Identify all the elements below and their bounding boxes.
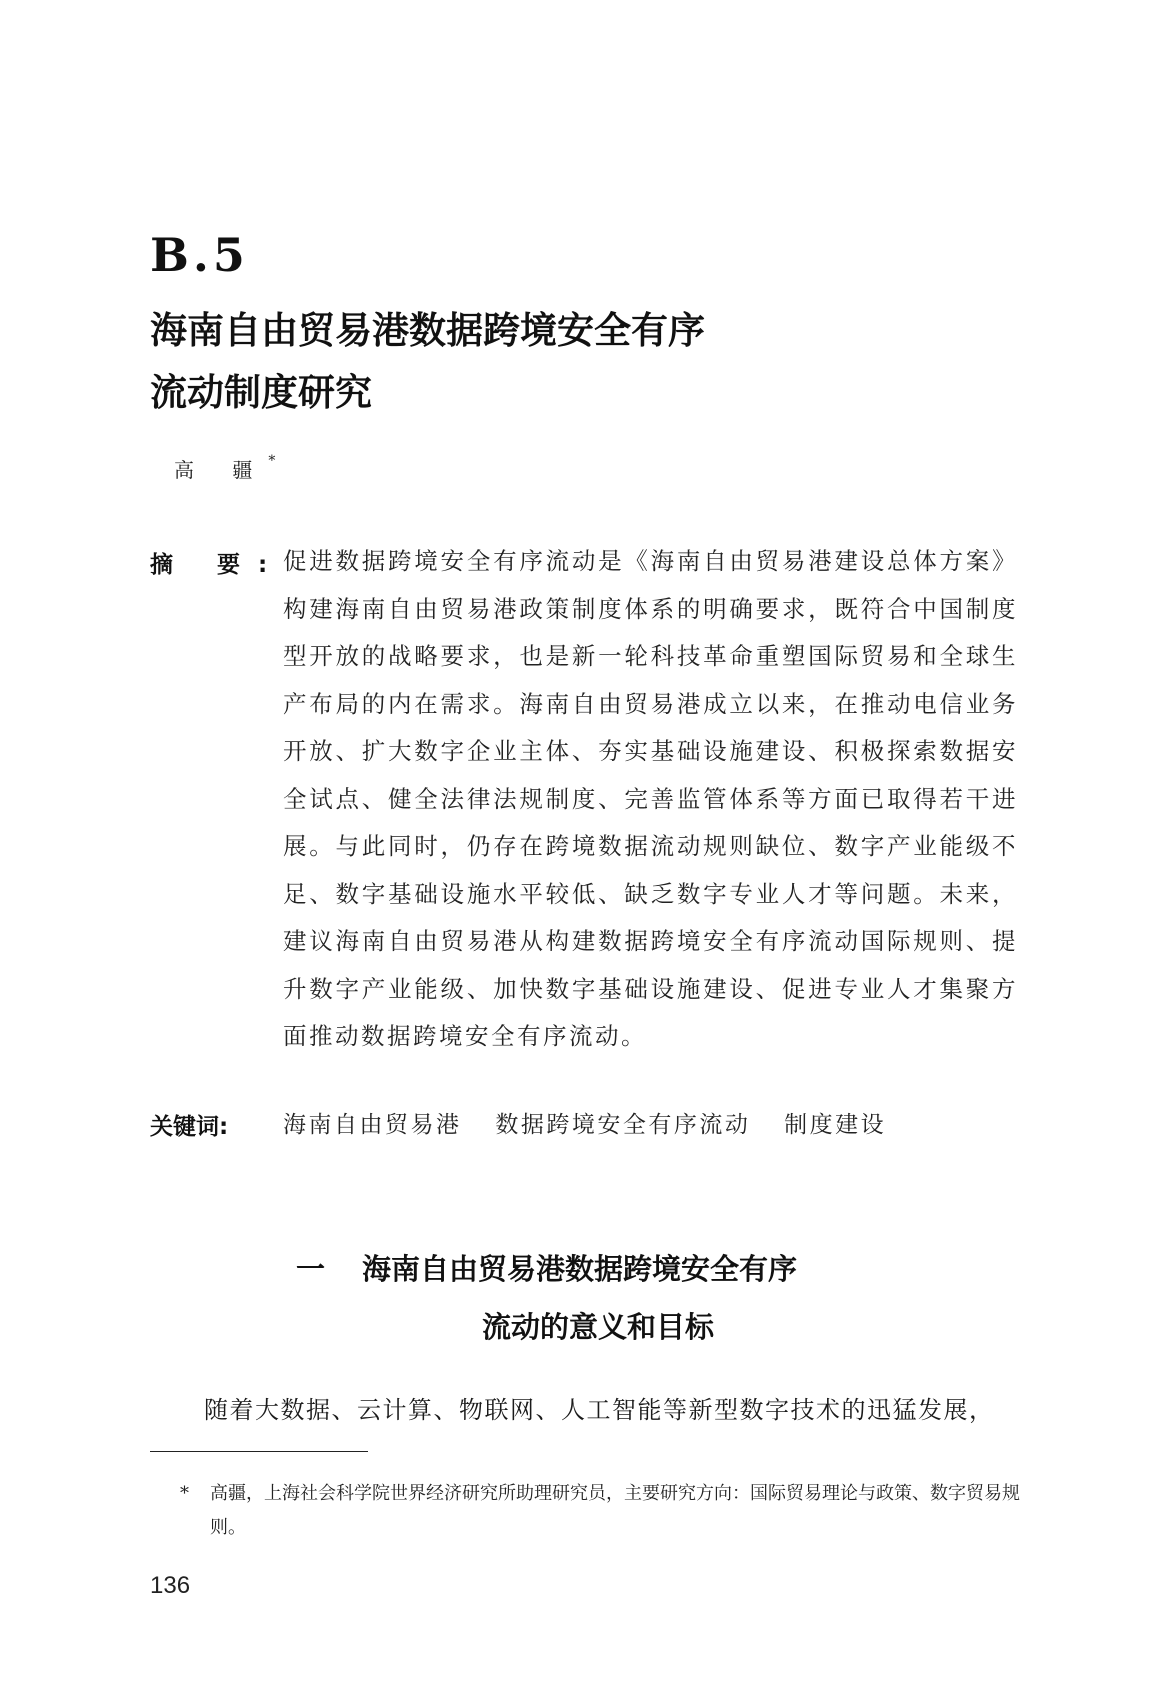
footnote xyxy=(180,1477,1030,1545)
author xyxy=(174,454,275,483)
keyword-item: 海南自由贸易港 xyxy=(283,1112,462,1138)
abstract-label: 摘 要: xyxy=(150,552,286,578)
page-number: 136 xyxy=(150,1572,191,1599)
section-title-line-2: 流动的意义和目标 xyxy=(482,1310,715,1344)
section-heading xyxy=(296,1240,996,1356)
section-title-line-1: 海南自由贸易港数据跨境安全有序 xyxy=(362,1252,798,1286)
chapter-title xyxy=(150,300,1050,424)
footnote-mark: * xyxy=(180,1483,189,1504)
footnote-divider xyxy=(150,1451,368,1452)
keyword-item: 数据跨境安全有序流动 xyxy=(495,1112,751,1138)
body-paragraph: 随着大数据、云计算、物联网、人工智能等新型数字技术的迅猛发展， xyxy=(204,1396,995,1424)
chapter-label: B.5 xyxy=(150,228,249,282)
abstract-text: 促进数据跨境安全有序流动是《海南自由贸易港建设总体方案》构建海南自由贸易港政策制度体系的明确要求，既符合中国制度型开放的战略要求，也是新一轮科技革命重塑国际贸易和全球生产布局的内在需求。海南自由贸易港成立以来，在推动电信业务开放、扩大数字企业主体、夯实基础设施建设、积极探索数据安全试点、健全法律法规制度、完善监管体系等方面已取得若干进展。与此同时，仍存在跨境数据流动规则缺位、数字产业能级不足、数字基础设施水平较低、缺乏数字专业人才等问题。未来，建议海南自由贸易港从构建数据跨境安全有序流动国际规则、提升数字产业能级、加快数字基础设施建设、促进专业人才集聚方面推动数据跨境安全有序流动。 xyxy=(283,547,1018,1050)
chapter-title-line-1: 海南自由贸易港数据跨境安全有序 xyxy=(150,309,705,352)
author-name: 高 疆 xyxy=(174,458,269,482)
chapter-title-line-2: 流动制度研究 xyxy=(150,371,372,414)
footnote-text: 高疆，上海社会科学院世界经济研究所助理研究员，主要研究方向：国际贸易理论与政策、数字贸易规则。 xyxy=(210,1483,1020,1538)
keywords-list xyxy=(283,1106,910,1139)
keyword-item: 制度建设 xyxy=(784,1112,887,1138)
keywords-label: 关键词: xyxy=(150,1114,229,1140)
author-footnote-mark: * xyxy=(268,453,276,470)
section-number: 一 xyxy=(296,1252,326,1286)
